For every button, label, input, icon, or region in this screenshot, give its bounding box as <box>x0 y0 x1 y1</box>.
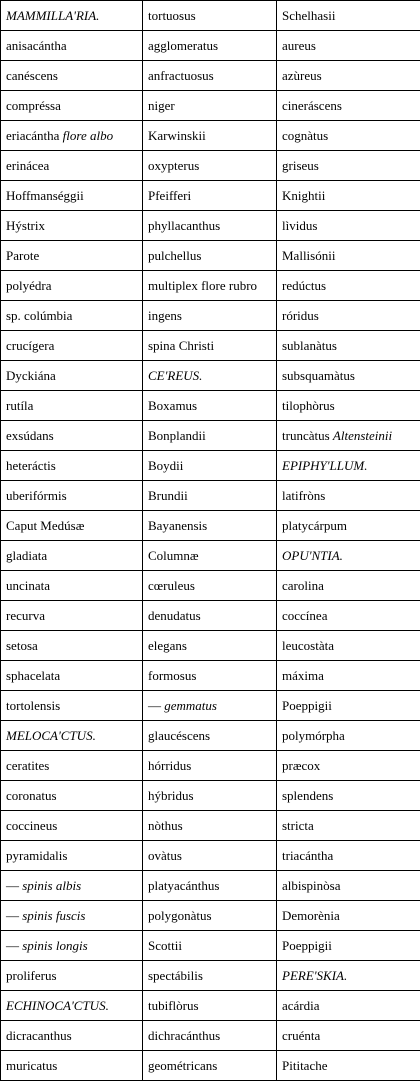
species-cell <box>277 61 420 91</box>
species-cell <box>277 661 420 691</box>
species-cell <box>143 541 277 571</box>
species-cell <box>1 451 143 481</box>
species-name: polyédra <box>6 277 52 293</box>
species-cell <box>277 691 420 721</box>
species-cell <box>277 181 420 211</box>
table-row <box>1 721 420 751</box>
table-row <box>1 781 420 811</box>
species-name: Pititache <box>282 1057 328 1073</box>
species-cell <box>1 421 143 451</box>
species-cell <box>143 991 277 1021</box>
species-cell <box>277 391 420 421</box>
table-row <box>1 811 420 841</box>
table-row <box>1 361 420 391</box>
table-row <box>1 1021 420 1051</box>
species-cell <box>1 481 143 511</box>
table-row <box>1 571 420 601</box>
table-row <box>1 931 420 961</box>
species-name: Hýstrix <box>6 217 45 233</box>
species-cell <box>1 961 143 991</box>
genus-name: MAMMILLA'RIA. <box>6 7 100 23</box>
species-name: muricatus <box>6 1057 58 1073</box>
species-cell <box>277 841 420 871</box>
species-name: Pfeifferi <box>148 187 192 203</box>
species-cell <box>1 331 143 361</box>
species-name: Caput Medúsæ <box>6 517 85 533</box>
variety-note: flore albo <box>62 127 114 143</box>
species-cell <box>1 601 143 631</box>
species-cell <box>143 151 277 181</box>
species-name: nòthus <box>148 817 183 833</box>
species-cell <box>1 1021 143 1051</box>
genus-name: OPU'NTIA. <box>282 547 343 563</box>
species-name: crucígera <box>6 337 55 353</box>
species-name: leucostàta <box>282 637 334 653</box>
species-cell <box>1 271 143 301</box>
table-row <box>1 631 420 661</box>
species-name: — <box>6 877 19 893</box>
species-name: tortuosus <box>148 7 196 23</box>
table-row <box>1 511 420 541</box>
species-name: Parote <box>6 247 40 263</box>
table-row <box>1 661 420 691</box>
species-name: agglomeratus <box>148 37 219 53</box>
species-cell <box>277 121 420 151</box>
species-cell <box>277 91 420 121</box>
species-cell <box>143 721 277 751</box>
species-cell <box>1 901 143 931</box>
species-name: oxypterus <box>148 157 200 173</box>
species-cell <box>1 121 143 151</box>
species-cell <box>277 571 420 601</box>
species-cell <box>277 31 420 61</box>
species-cell <box>1 211 143 241</box>
variety-note: spinis albis <box>22 877 82 893</box>
species-cell <box>277 721 420 751</box>
species-name: dichracánthus <box>148 1027 221 1043</box>
species-name: uncinata <box>6 577 51 593</box>
species-cell <box>277 211 420 241</box>
species-name: Scottii <box>148 937 182 953</box>
species-name: tubiflòrus <box>148 997 199 1013</box>
species-name: glaucéscens <box>148 727 211 743</box>
species-cell <box>277 481 420 511</box>
species-cell <box>143 751 277 781</box>
species-name: ceratites <box>6 757 50 773</box>
species-name: cœruleus <box>148 577 195 593</box>
species-name: spectábilis <box>148 967 203 983</box>
species-name: ovàtus <box>148 847 182 863</box>
species-cell <box>277 991 420 1021</box>
table-row <box>1 121 420 151</box>
genus-name: CE'REUS. <box>148 367 203 383</box>
species-cell <box>143 811 277 841</box>
species-cell <box>277 811 420 841</box>
species-name: tilophòrus <box>282 397 335 413</box>
species-name: Boydii <box>148 457 184 473</box>
species-name: acárdia <box>282 997 320 1013</box>
table-row <box>1 181 420 211</box>
species-name: cruénta <box>282 1027 321 1043</box>
species-name: splendens <box>282 787 334 803</box>
species-name: — <box>6 937 19 953</box>
species-name: hýbridus <box>148 787 194 803</box>
species-name: sphacelata <box>6 667 61 683</box>
species-cell <box>277 511 420 541</box>
genus-heading-cell <box>277 541 420 571</box>
species-cell <box>1 541 143 571</box>
species-name: aureus <box>282 37 316 53</box>
species-name: spina Christi <box>148 337 215 353</box>
species-cell <box>277 361 420 391</box>
table-row <box>1 391 420 421</box>
species-cell <box>143 421 277 451</box>
species-cell <box>1 241 143 271</box>
species-cell <box>277 271 420 301</box>
species-name: Knightii <box>282 187 326 203</box>
species-name: niger <box>148 97 175 113</box>
species-cell <box>143 781 277 811</box>
species-name: pulchellus <box>148 247 202 263</box>
genus-name: EPIPHY'LLUM. <box>282 457 368 473</box>
table-row <box>1 31 420 61</box>
genus-heading-cell <box>1 721 143 751</box>
species-cell <box>1 841 143 871</box>
table-row <box>1 421 420 451</box>
species-cell <box>143 481 277 511</box>
species-name: multiplex flore rubro <box>148 277 258 293</box>
species-cell <box>143 931 277 961</box>
species-cell <box>1 811 143 841</box>
species-name: coccínea <box>282 607 328 623</box>
species-cell <box>143 511 277 541</box>
species-name: anfractuosus <box>148 67 214 83</box>
genus-heading-cell <box>1 1 143 31</box>
species-name: Dyckiána <box>6 367 56 383</box>
species-name: triacántha <box>282 847 334 863</box>
genus-name: PERE'SKIA. <box>282 967 348 983</box>
species-name: Poeppigii <box>282 697 332 713</box>
species-name: sp. colúmbia <box>6 307 73 323</box>
table-row <box>1 211 420 241</box>
table-row <box>1 901 420 931</box>
species-cell <box>277 781 420 811</box>
table-row <box>1 271 420 301</box>
species-name: griseus <box>282 157 319 173</box>
species-name: cineráscens <box>282 97 342 113</box>
table-row <box>1 541 420 571</box>
genus-name: ECHINOCA'CTUS. <box>6 997 109 1013</box>
species-cell <box>277 1021 420 1051</box>
species-cell <box>1 691 143 721</box>
variety-note: Altensteinii <box>332 427 393 443</box>
table-row <box>1 1051 420 1081</box>
table-row <box>1 961 420 991</box>
species-name: Mallisónii <box>282 247 336 263</box>
species-cell <box>143 841 277 871</box>
species-name: polygonàtus <box>148 907 212 923</box>
species-name: heteráctis <box>6 457 56 473</box>
species-name: albispinòsa <box>282 877 341 893</box>
species-cell <box>143 241 277 271</box>
species-name: Bonplandii <box>148 427 206 443</box>
species-cell <box>277 871 420 901</box>
species-name: canéscens <box>6 67 58 83</box>
species-name: ingens <box>148 307 182 323</box>
species-name: Brundii <box>148 487 188 503</box>
species-name: — <box>148 697 161 713</box>
species-cell <box>1 571 143 601</box>
species-cell <box>143 451 277 481</box>
species-cell <box>143 631 277 661</box>
table-row <box>1 241 420 271</box>
species-name: exsúdans <box>6 427 54 443</box>
species-cell <box>143 571 277 601</box>
table-row <box>1 91 420 121</box>
species-cell <box>277 421 420 451</box>
species-cell <box>277 1 420 31</box>
species-name: tortolensis <box>6 697 61 713</box>
species-cell <box>1 151 143 181</box>
genus-heading-cell <box>277 961 420 991</box>
species-name: cognàtus <box>282 127 329 143</box>
species-name: Boxamus <box>148 397 198 413</box>
species-cell <box>143 961 277 991</box>
table-row <box>1 151 420 181</box>
species-cell <box>1 31 143 61</box>
species-name: lìvidus <box>282 217 318 233</box>
species-name: Columnæ <box>148 547 199 563</box>
species-cell <box>1 181 143 211</box>
species-name: máxima <box>282 667 324 683</box>
table-row <box>1 871 420 901</box>
genus-heading-cell <box>143 361 277 391</box>
species-cell <box>277 601 420 631</box>
species-name: formosus <box>148 667 197 683</box>
species-name: pyramidalis <box>6 847 68 863</box>
species-cell <box>1 511 143 541</box>
species-name: platyacánthus <box>148 877 220 893</box>
species-name: setosa <box>6 637 38 653</box>
species-cell <box>143 1051 277 1081</box>
species-cell <box>143 301 277 331</box>
species-name: proliferus <box>6 967 57 983</box>
species-cell <box>277 751 420 781</box>
variety-note: spinis longis <box>22 937 88 953</box>
species-name: rutíla <box>6 397 34 413</box>
species-name: hórridus <box>148 757 192 773</box>
table-row <box>1 691 420 721</box>
species-cell <box>143 391 277 421</box>
species-cell <box>143 61 277 91</box>
genus-name: MELOCA'CTUS. <box>6 727 96 743</box>
variety-note: gemmatus <box>164 697 217 713</box>
species-name: róridus <box>282 307 319 323</box>
species-name: geométricans <box>148 1057 218 1073</box>
species-cell <box>143 901 277 931</box>
species-name: — <box>6 907 19 923</box>
species-name: recurva <box>6 607 45 623</box>
species-name: erinácea <box>6 157 50 173</box>
table-row <box>1 451 420 481</box>
species-name: phyllacanthus <box>148 217 221 233</box>
species-cell <box>1 631 143 661</box>
species-name: polymórpha <box>282 727 345 743</box>
species-cell <box>1 361 143 391</box>
species-cell <box>143 121 277 151</box>
species-cell <box>1 301 143 331</box>
species-cell <box>143 331 277 361</box>
species-cell <box>1 91 143 121</box>
species-cell <box>277 901 420 931</box>
species-cell <box>143 661 277 691</box>
species-name: carolina <box>282 577 324 593</box>
species-name: elegans <box>148 637 187 653</box>
species-cell <box>143 871 277 901</box>
species-cell <box>1 931 143 961</box>
species-cell <box>1 781 143 811</box>
species-table-body <box>1 1 420 1081</box>
species-cell <box>143 601 277 631</box>
species-cell <box>1 61 143 91</box>
variety-note: spinis fuscis <box>22 907 86 923</box>
species-name: Demorènia <box>282 907 340 923</box>
species-cell <box>1 391 143 421</box>
table-row <box>1 841 420 871</box>
species-name: Schelhasii <box>282 7 336 23</box>
species-cell <box>1 751 143 781</box>
table-row <box>1 301 420 331</box>
species-cell <box>277 931 420 961</box>
species-name: præcox <box>282 757 321 773</box>
species-name: anisacántha <box>6 37 67 53</box>
species-cell <box>1 661 143 691</box>
species-name: dicracanthus <box>6 1027 72 1043</box>
species-name: subsquamàtus <box>282 367 355 383</box>
table-row <box>1 61 420 91</box>
species-name: Karwinskii <box>148 127 206 143</box>
species-cell <box>143 691 277 721</box>
species-cell <box>277 241 420 271</box>
species-name: platycárpum <box>282 517 347 533</box>
species-name: stricta <box>282 817 314 833</box>
species-name: sublanàtus <box>282 337 337 353</box>
species-name: Hoffmanséggii <box>6 187 84 203</box>
species-name: compréssa <box>6 97 61 113</box>
species-cell <box>277 301 420 331</box>
species-name: redúctus <box>282 277 327 293</box>
species-cell <box>277 1051 420 1081</box>
table-row <box>1 481 420 511</box>
species-name: coccineus <box>6 817 58 833</box>
species-name: gladiata <box>6 547 48 563</box>
species-cell <box>143 271 277 301</box>
species-cell <box>1 871 143 901</box>
species-name: truncàtus <box>282 427 330 443</box>
species-cell <box>277 631 420 661</box>
species-name: Bayanensis <box>148 517 208 533</box>
species-name: Poeppigii <box>282 937 332 953</box>
species-cell <box>277 331 420 361</box>
table-row <box>1 331 420 361</box>
species-cell <box>143 211 277 241</box>
species-cell <box>143 91 277 121</box>
species-name: azùreus <box>282 67 322 83</box>
species-cell <box>143 1021 277 1051</box>
species-cell <box>277 151 420 181</box>
species-name: eriacántha <box>6 127 60 143</box>
species-cell <box>143 31 277 61</box>
species-cell <box>143 181 277 211</box>
genus-heading-cell <box>1 991 143 1021</box>
table-row <box>1 751 420 781</box>
species-cell <box>1 1051 143 1081</box>
table-row <box>1 601 420 631</box>
species-name: latifròns <box>282 487 326 503</box>
species-name: uberifórmis <box>6 487 67 503</box>
species-cell <box>143 1 277 31</box>
species-name: denudatus <box>148 607 201 623</box>
genus-heading-cell <box>277 451 420 481</box>
table-row <box>1 1 420 31</box>
table-row <box>1 991 420 1021</box>
species-name: coronatus <box>6 787 57 803</box>
